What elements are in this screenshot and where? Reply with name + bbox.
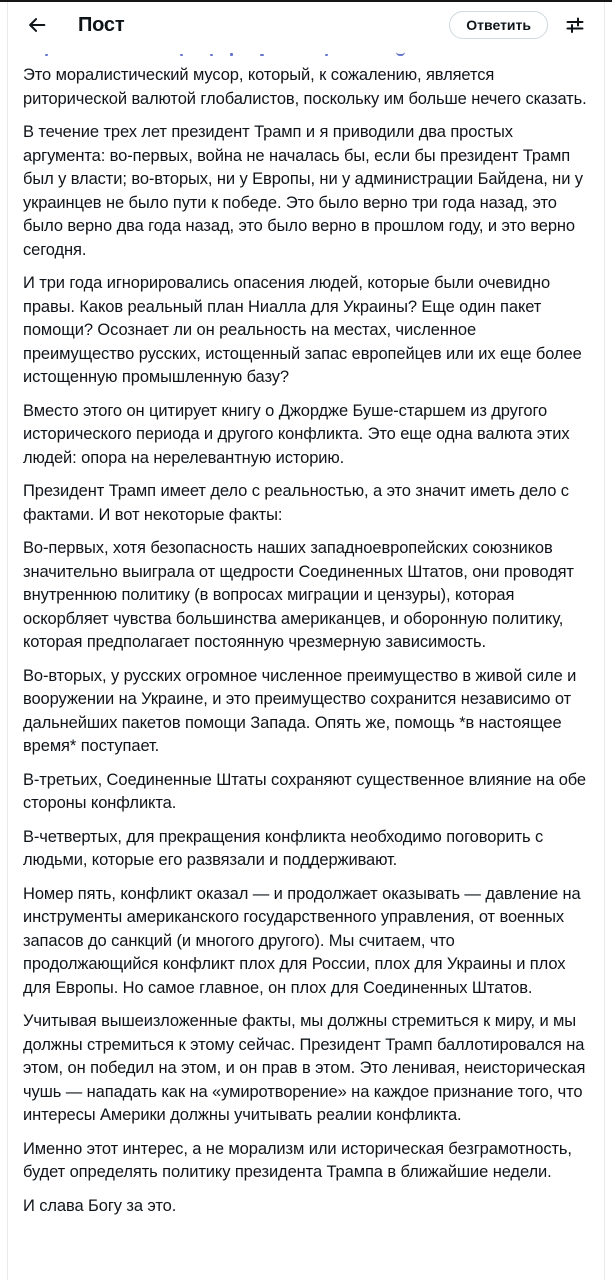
post-paragraph: В-третьих, Соединенные Штаты сохраняют существенное влияние на обе стороны конфликта. [23,770,587,812]
link-fragment [396,52,405,56]
post-paragraph: Президент Трамп имеет дело с реальностью, а это значит иметь дело с фактами. И вот некоторые факты: [23,482,569,524]
page-title: Пост [78,13,125,36]
column-border-right [604,2,605,1280]
timeline-settings-button[interactable] [560,10,590,40]
header-actions [449,10,604,40]
link-fragment [325,54,328,56]
link-fragment [210,54,213,56]
link-fragment [260,54,264,56]
post-paragraph: Во-вторых, у русских огромное численное преимущество в живой силе и вооружении на Украине, и это преимущество сохранится независимо от дальнейших пакетов помощи Запада. Опять же, помощь *в настоящее время* поступает. [23,666,577,755]
post-paragraph: Номер пять, конфликт оказал — и продолжает оказывать — давление на инструменты американского государственного управления, от военных запасов до санкций (и многого другого). Мы считаем, что продолжающийся конфликт плох для России, плох для Украины и плох для Европы. Но самое главное, он плох для Соединенных Штатов. [23,884,581,997]
post-content [23,48,591,1218]
post-paragraph: Учитывая вышеизложенные факты, мы должны стремиться к миру, и мы должны стремиться к этому сейчас. Президент Трамп баллотировался на этом, он победил на этом, и он прав в этом. Это ленивая, неисторическая чушь — нападать как на «умиротворение» на каждое признание того, что интересы Америки должны учитывать реалии конфликта. [23,1012,586,1124]
back-button[interactable] [20,8,54,42]
post-paragraph: Именно этот интерес, а не морализм или историческая безграмотность, будет определять политику президента Трампа в ближайшие недели. [23,1139,572,1181]
post-paragraph: И три года игнорировались опасения людей, которые были очевидно правы. Каков реальный план Ниалла для Украины? Еще один пакет помощи? Осознает ли он реальность на местах, численное преимущество русских, истощенный запас европейцев или их еще более истощенную промышленную базу? [23,274,582,386]
sliders-icon [563,13,587,37]
post-paragraph: И слава Богу за это. [23,1196,177,1215]
post-paragraph: Во-первых, хотя безопасность наших западноевропейских союзников значительно выиграла от щедрости Соединенных Штатов, они проводят внутреннюю политику (в вопросах миграции и цензуры), которая оскорбляет чувства большинства американцев, и оборонную политику, которая предполагает постоянную чрезмерную зависимость. [23,539,574,651]
header [8,2,604,48]
arrow-left-icon [26,14,48,36]
column-border-left [7,2,8,1280]
reply-button[interactable]: Ответить [449,11,548,39]
clipped-link-line[interactable] [23,48,591,57]
link-fragment [45,54,48,56]
link-fragment [230,53,233,56]
link-fragment [180,54,183,56]
post-paragraph: В течение трех лет президент Трамп и я приводили два простых аргумента: во-первых, война не началась бы, если бы президент Трамп был у власти; во-вторых, ни у Европы, ни у администрации Байдена, ни у украинцев не было пути к победе. Это было верно три года назад, это было верно два года назад, это было верно в прошлом году, и это верно сегодня. [23,123,583,259]
post-paragraph: В-четвертых, для прекращения конфликта необходимо поговорить с людьми, которые его развязали и поддерживают. [23,827,544,869]
post-body [23,64,591,1218]
post-paragraph: Это моралистический мусор, который, к сожалению, является риторической валютой глобалистов, поскольку им больше нечего сказать. [23,66,587,108]
post-paragraph: Вместо этого он цитирует книгу о Джордже Буше-старшем из другого исторического периода и другого конфликта. Это еще одна валюта этих людей: опора на нерелевантную историю. [23,401,570,467]
